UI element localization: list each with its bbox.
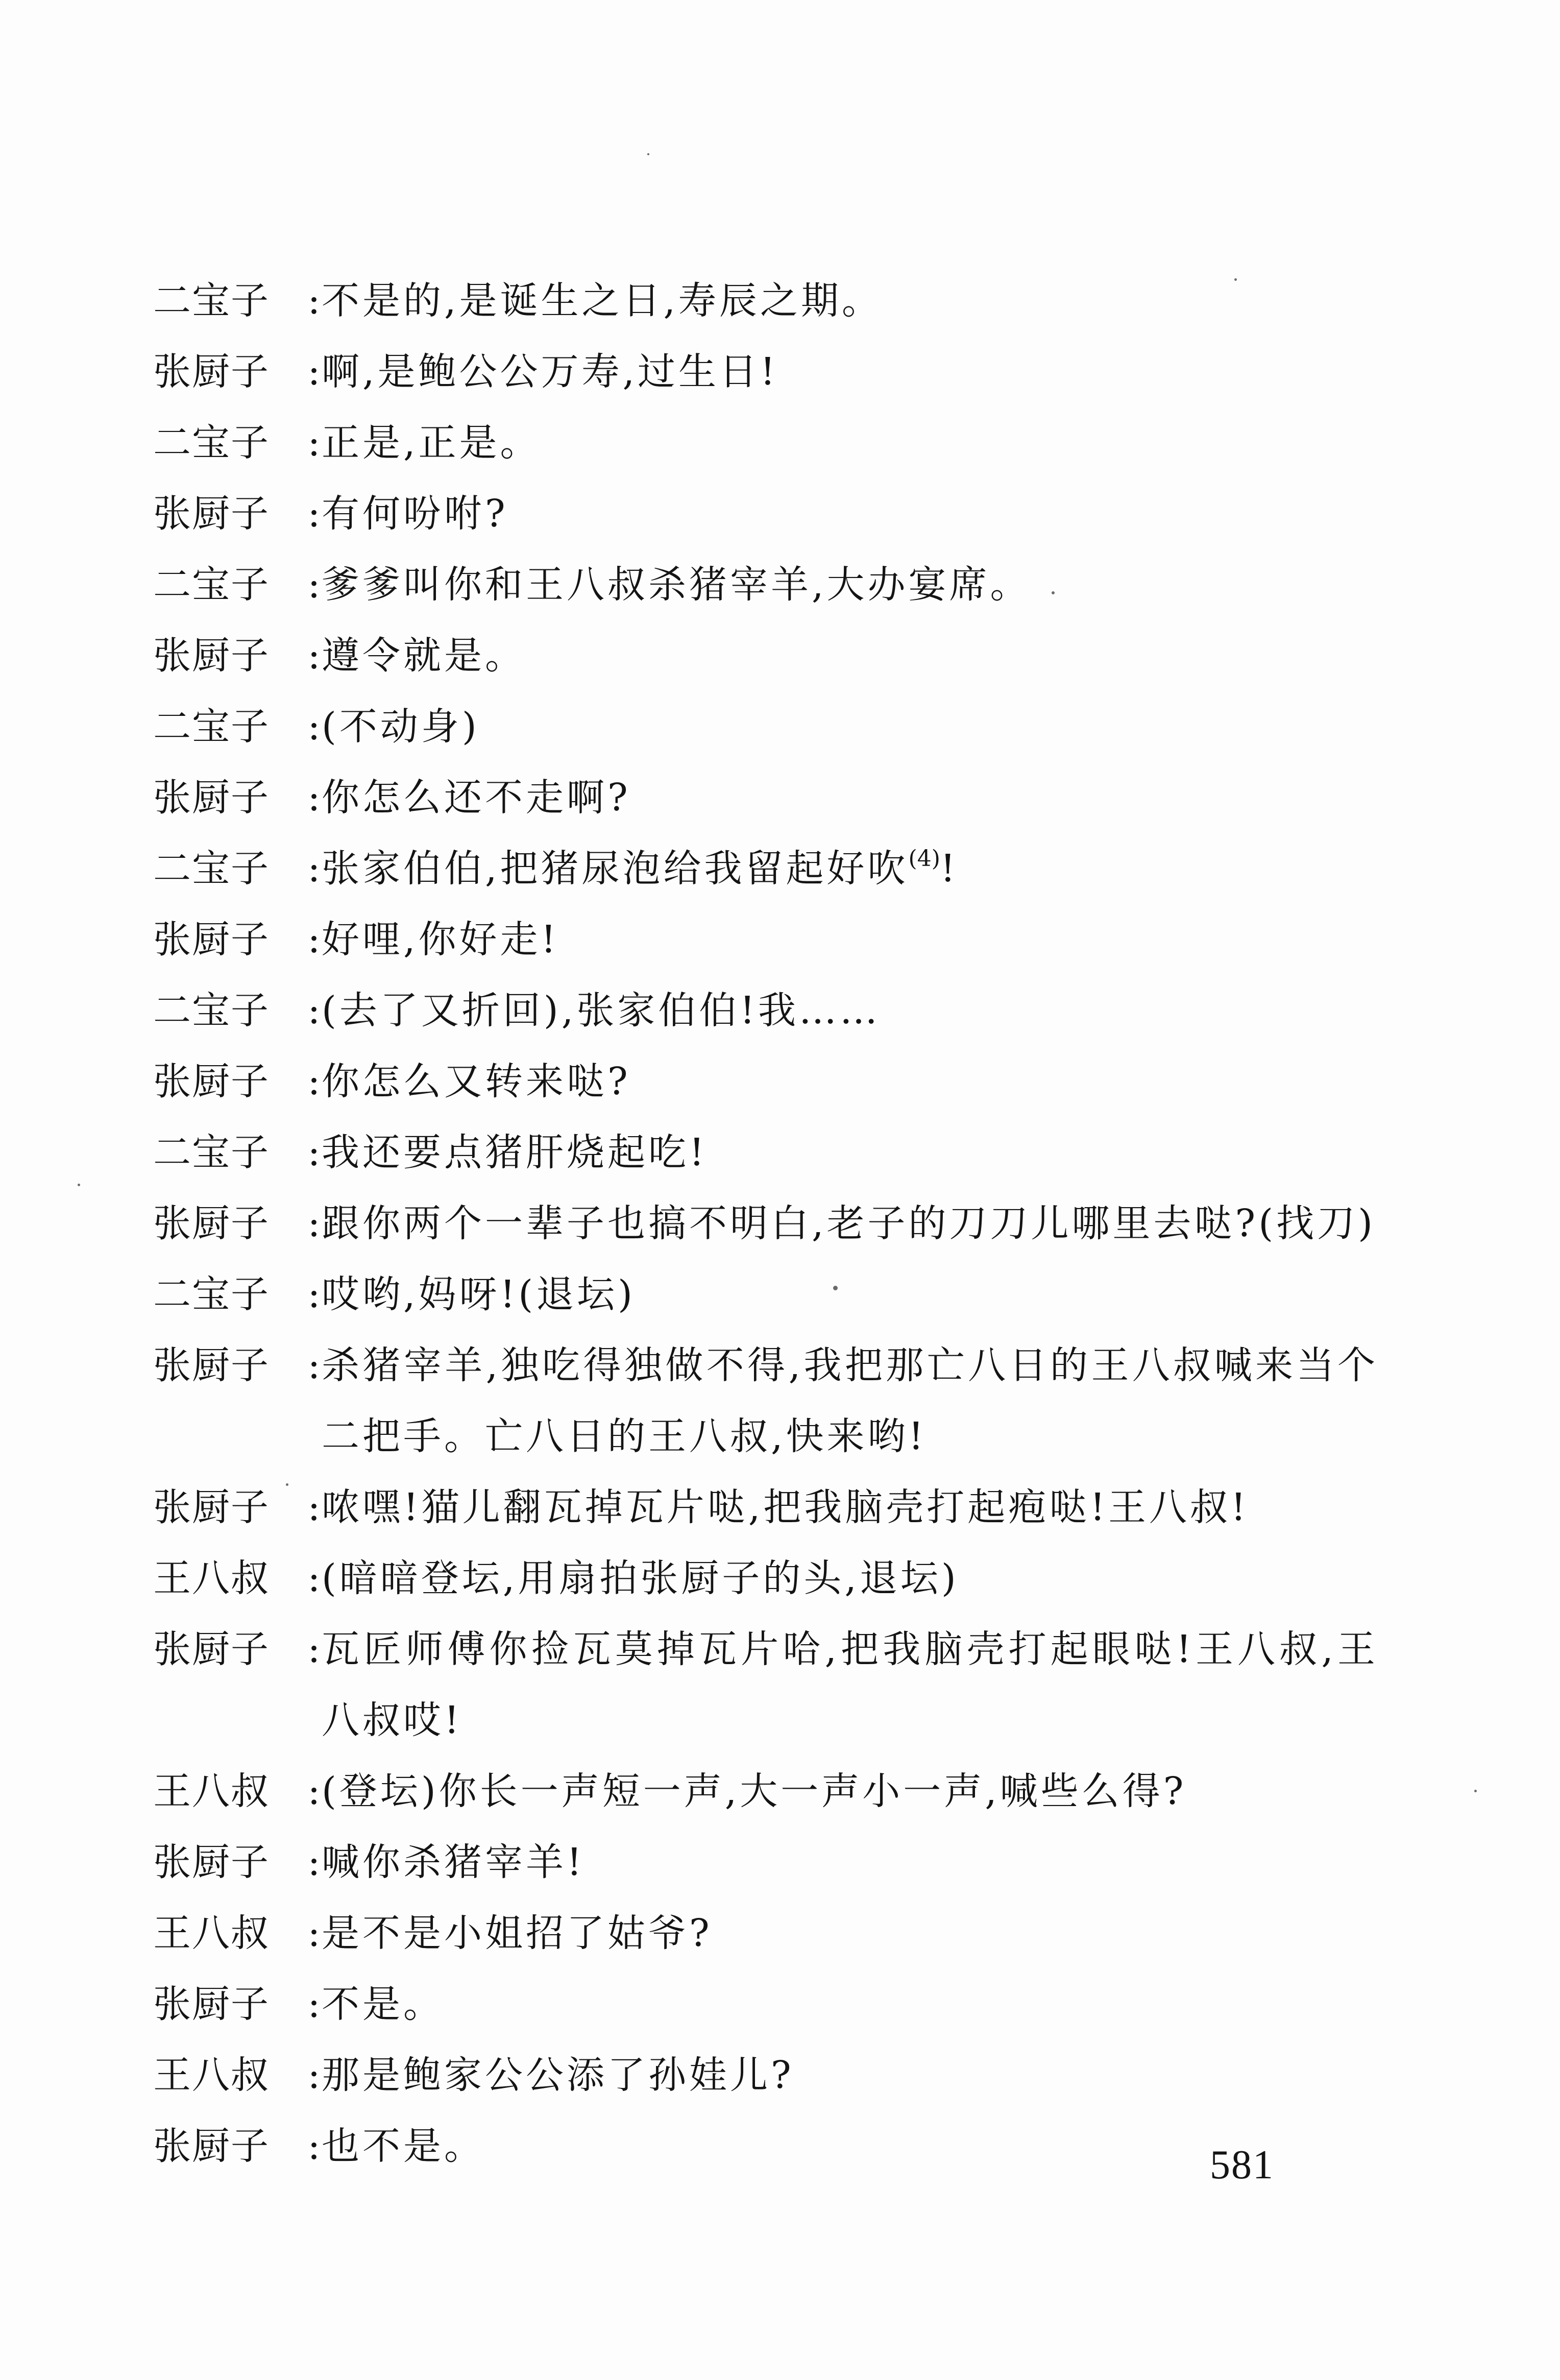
speaker-name: 二宝子 <box>153 563 270 607</box>
stage-direction: (暗暗登坛,用扇拍张厨子的头,退坛) <box>322 1556 959 1600</box>
speaker-name: 二宝子 <box>153 847 270 891</box>
dialogue-line <box>153 1259 1378 1330</box>
scan-speck <box>1234 278 1237 281</box>
speech-text: 你怎么还不走啊? <box>322 776 631 820</box>
speaker-colon: : <box>307 989 321 1032</box>
script-dialogue <box>153 266 1378 2182</box>
footnote-marker: (4) <box>908 846 940 872</box>
dialogue-line <box>153 1472 1378 1543</box>
speech-text: 也不是。 <box>322 2124 485 2168</box>
speaker-name: 张厨子 <box>153 1485 270 1529</box>
speaker-name: 王八叔 <box>153 2053 270 2097</box>
speaker-name: 张厨子 <box>153 634 270 678</box>
speech-text: 不是。 <box>322 1982 444 2026</box>
speech-text: 杀猪宰羊,独吃得独做不得,我把那亡八日的王八叔喊来当个二把手。亡八日的王八叔,快来哟! <box>322 1343 1378 1458</box>
speaker-colon: : <box>307 847 321 891</box>
dialogue-line <box>153 407 1378 478</box>
speech-text: 那是鲍家公公添了孙娃儿? <box>322 2053 794 2097</box>
speaker-name: 王八叔 <box>153 1911 270 1955</box>
dialogue-line <box>153 1827 1378 1898</box>
dialogue-line <box>153 2111 1378 2182</box>
speaker-colon: : <box>307 1485 321 1529</box>
speaker-colon: : <box>307 1840 321 1884</box>
scan-speck <box>1052 591 1055 594</box>
speaker-name: 张厨子 <box>153 1060 270 1103</box>
speaker-name: 二宝子 <box>153 1272 270 1316</box>
speech-text: 爹爹叫你和王八叔杀猪宰羊,大办宴席。 <box>322 563 1031 607</box>
dialogue-line <box>153 549 1378 620</box>
speaker-colon: : <box>307 1769 321 1813</box>
speech-text: 跟你两个一辈子也搞不明白,老子的刀刀儿哪里去哒?(找刀) <box>322 1201 1376 1245</box>
speaker-colon: : <box>307 1201 321 1245</box>
speaker-name: 张厨子 <box>153 918 270 961</box>
dialogue-line <box>153 1046 1378 1117</box>
speaker-colon: : <box>307 421 321 465</box>
speaker-colon: : <box>307 705 321 749</box>
speaker-colon: : <box>307 2124 321 2168</box>
speaker-name: 王八叔 <box>153 1769 270 1813</box>
dialogue-line <box>153 1330 1378 1472</box>
speech-text: (去了又折回),张家伯伯!我…… <box>322 989 881 1032</box>
dialogue-line <box>153 1898 1378 1969</box>
scan-speck <box>78 1184 80 1186</box>
speaker-colon: : <box>307 1627 321 1671</box>
scan-speck <box>647 153 649 155</box>
speaker-colon: : <box>307 1982 321 2026</box>
speech-text-end: ! <box>940 847 959 891</box>
speaker-colon: : <box>307 1131 321 1174</box>
speech-text: 不是的,是诞生之日,寿辰之期。 <box>322 279 883 323</box>
speaker-colon: : <box>307 1911 321 1955</box>
speaker-name: 张厨子 <box>153 776 270 820</box>
page-number: 581 <box>1210 2143 1274 2187</box>
speaker-name: 二宝子 <box>153 705 270 749</box>
dialogue-line <box>153 1543 1378 1614</box>
dialogue-line <box>153 1117 1378 1188</box>
speaker-colon: : <box>307 350 321 394</box>
speaker-name: 二宝子 <box>153 1131 270 1174</box>
speaker-name: 张厨子 <box>153 492 270 536</box>
dialogue-line <box>153 833 1378 904</box>
dialogue-line <box>153 2040 1378 2111</box>
speaker-colon: : <box>307 918 321 961</box>
speech-text: 你怎么又转来哒? <box>322 1060 631 1103</box>
scan-speck <box>833 1286 838 1290</box>
speech-text: 啊,是鲍公公万寿,过生日! <box>322 350 778 394</box>
speaker-colon: : <box>307 563 321 607</box>
dialogue-line <box>153 478 1378 549</box>
dialogue-line <box>153 975 1378 1046</box>
dialogue-line <box>153 620 1378 691</box>
speaker-name: 二宝子 <box>153 421 270 465</box>
dialogue-line <box>153 691 1378 762</box>
speaker-colon: : <box>307 776 321 820</box>
speech-text: (登坛)你长一声短一声,大一声小一声,喊些么得? <box>322 1769 1187 1813</box>
speaker-colon: : <box>307 1272 321 1316</box>
speech-text: 我还要点猪肝烧起吃! <box>322 1131 708 1174</box>
dialogue-line <box>153 336 1378 407</box>
speech-text-main: 张家伯伯,把猪尿泡给我留起好吹 <box>322 847 909 891</box>
speech-text: 喊你杀猪宰羊! <box>322 1840 585 1884</box>
speaker-name: 二宝子 <box>153 989 270 1032</box>
dialogue-line <box>153 762 1378 833</box>
speaker-name: 张厨子 <box>153 1627 270 1671</box>
speaker-name: 张厨子 <box>153 1840 270 1884</box>
dialogue-line <box>153 266 1378 336</box>
stage-direction: (不动身) <box>322 705 480 749</box>
speech-text: 正是,正是。 <box>322 421 541 465</box>
speaker-name: 王八叔 <box>153 1556 270 1600</box>
speech-text: 是不是小姐招了姑爷? <box>322 1911 713 1955</box>
speaker-colon: : <box>307 2053 321 2097</box>
scan-speck <box>286 1483 288 1486</box>
speaker-name: 张厨子 <box>153 1982 270 2026</box>
dialogue-line <box>153 904 1378 975</box>
speech-text: 哝嘿!猫儿翻瓦掉瓦片哒,把我脑壳打起疱哒!王八叔! <box>322 1485 1249 1529</box>
speaker-name: 张厨子 <box>153 350 270 394</box>
speech-text <box>322 833 1378 904</box>
speech-text: 瓦匠师傅你捡瓦莫掉瓦片哈,把我脑壳打起眼哒!王八叔,王八叔哎! <box>322 1627 1378 1742</box>
speaker-name: 张厨子 <box>153 1343 270 1387</box>
speaker-name: 二宝子 <box>153 279 270 323</box>
dialogue-line <box>153 1188 1378 1259</box>
speaker-colon: : <box>307 1060 321 1103</box>
speaker-colon: : <box>307 1343 321 1387</box>
speaker-colon: : <box>307 492 321 536</box>
speaker-colon: : <box>307 1556 321 1600</box>
speaker-colon: : <box>307 279 321 323</box>
speech-text: 遵令就是。 <box>322 634 526 678</box>
dialogue-line <box>153 1614 1378 1756</box>
dialogue-line <box>153 1756 1378 1827</box>
speech-text: 哎哟,妈呀!(退坛) <box>322 1272 636 1316</box>
dialogue-line <box>153 1969 1378 2040</box>
speaker-name: 张厨子 <box>153 2124 270 2168</box>
scan-speck <box>1474 1790 1477 1792</box>
speaker-colon: : <box>307 634 321 678</box>
speech-text: 有何吩咐? <box>322 492 508 536</box>
speaker-name: 张厨子 <box>153 1201 270 1245</box>
speech-text: 好哩,你好走! <box>322 918 559 961</box>
